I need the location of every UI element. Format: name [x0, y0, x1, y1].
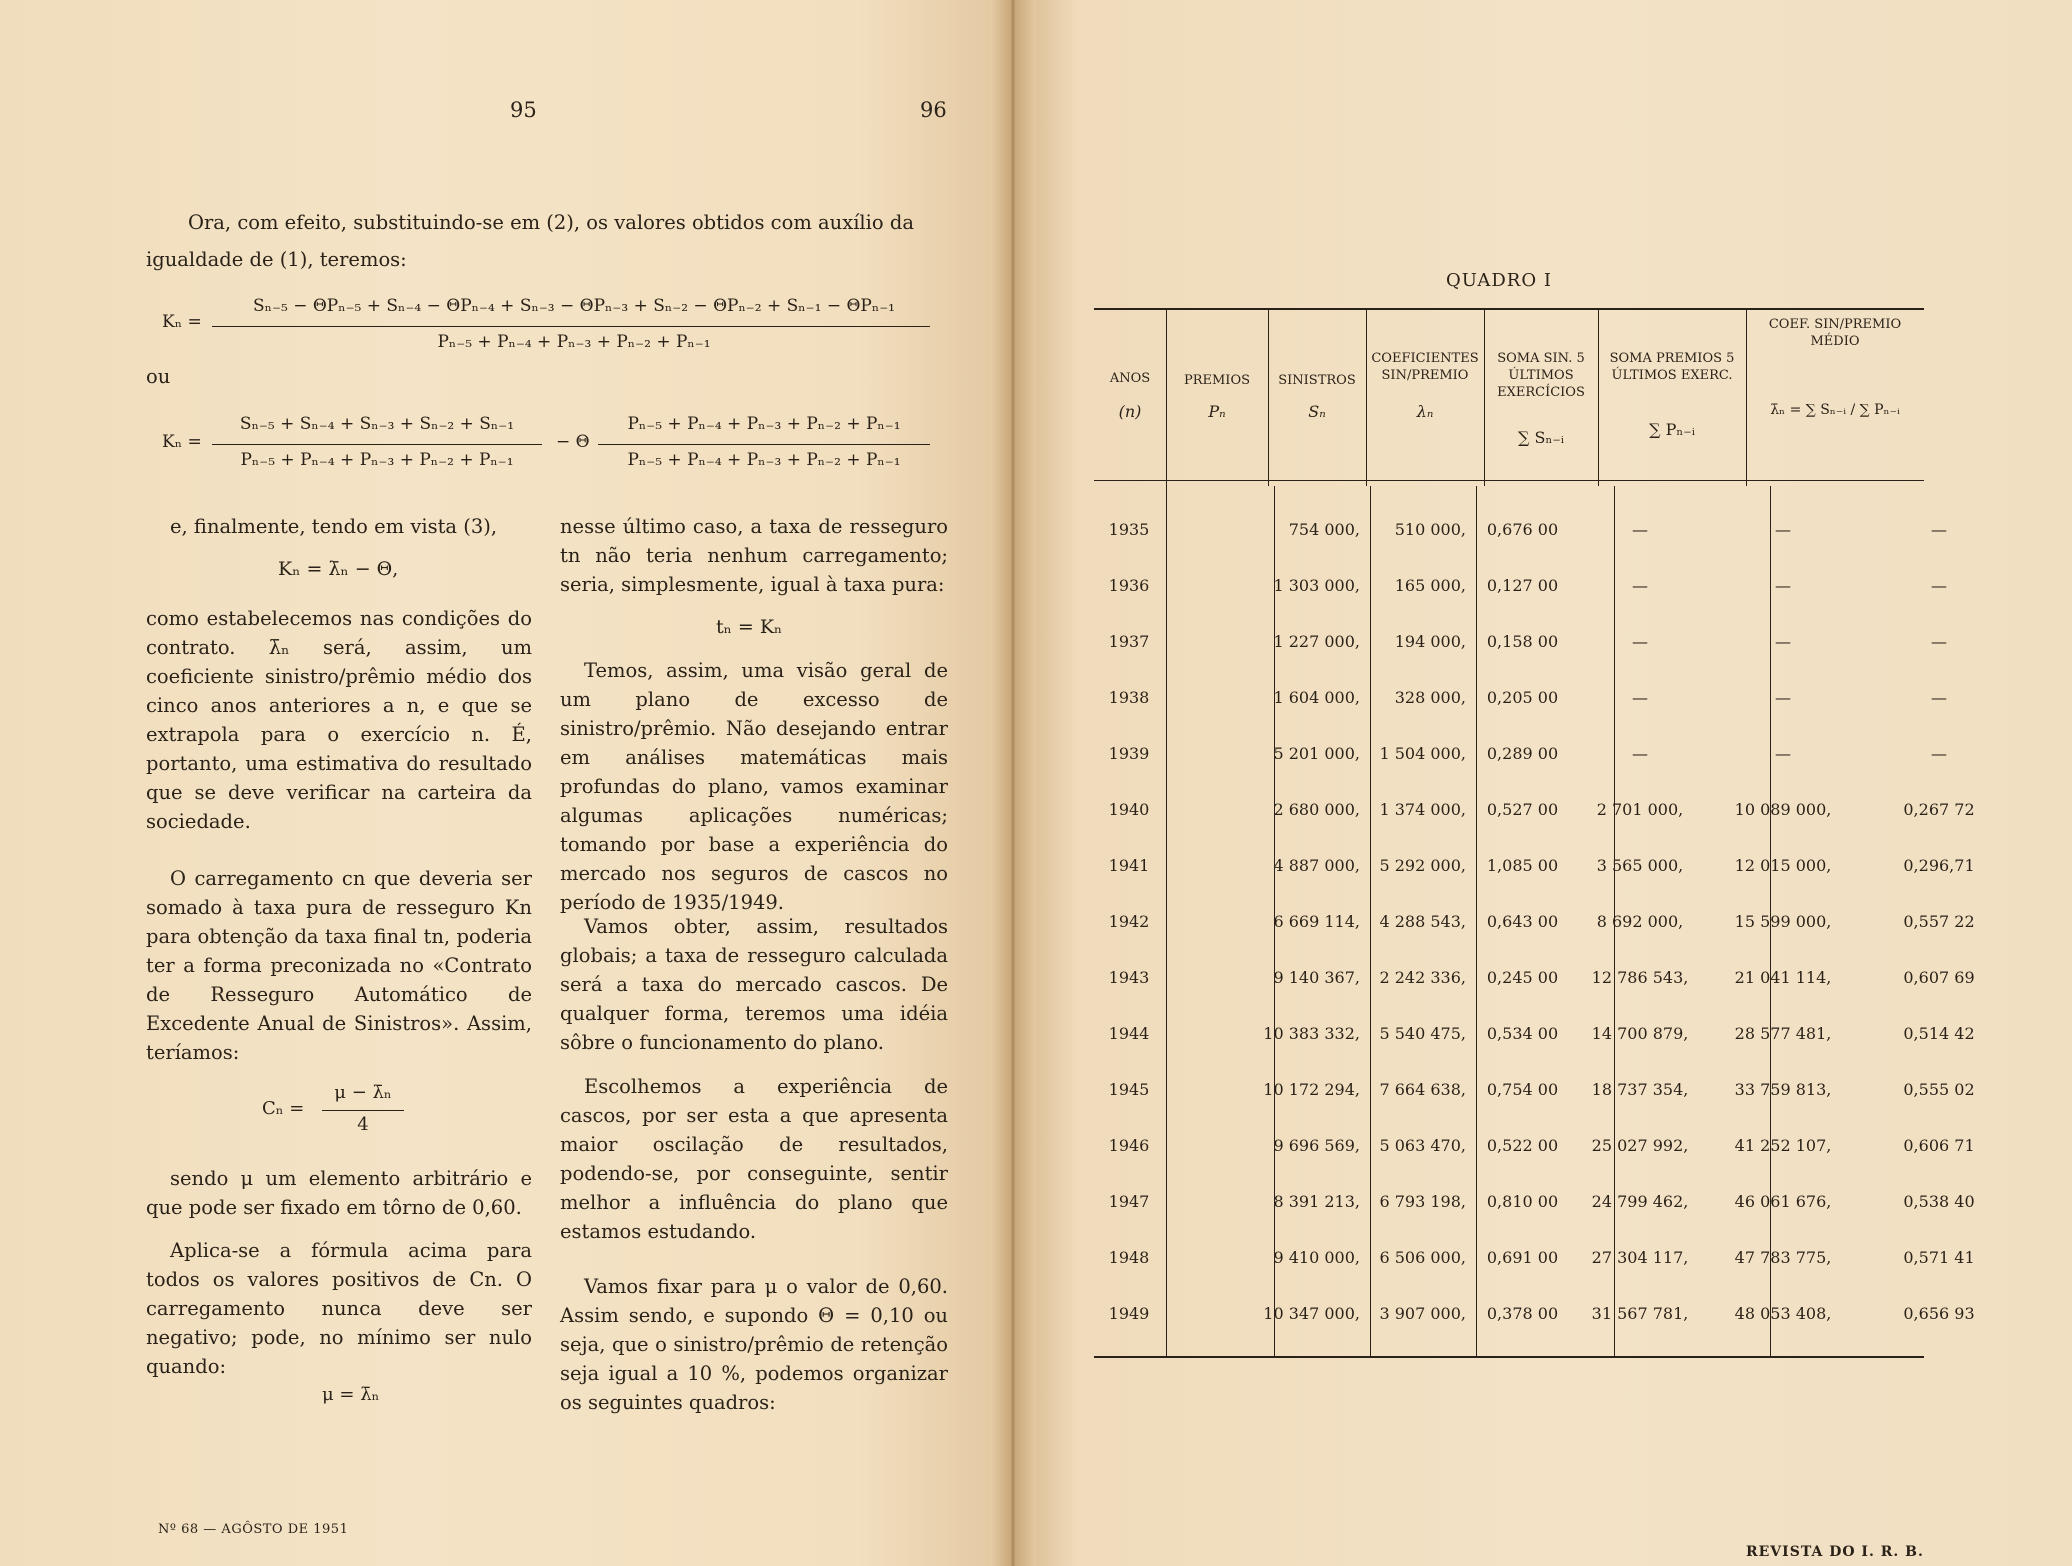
cell-coef: 0,643 00: [1486, 912, 1559, 931]
cell-lam: 0,538 40: [1903, 1192, 1975, 1211]
cell-sin: 3 907 000,: [1379, 1304, 1466, 1323]
formula2-denominator-b: Pₙ₋₅ + Pₙ₋₄ + Pₙ₋₃ + Pₙ₋₂ + Pₙ₋₁: [627, 450, 901, 470]
cell-psum: 21 041 114,: [1734, 968, 1832, 987]
cell-sin: 5 292 000,: [1379, 856, 1466, 875]
cell-lam: —: [1931, 632, 1947, 651]
header-sinistros-symbol: Sₙ: [1308, 402, 1326, 421]
table-row: [1094, 782, 1975, 838]
cell-premio: 1 303 000,: [1273, 576, 1360, 595]
cell-sin: 1 374 000,: [1379, 800, 1466, 819]
col2-formula-tn: tₙ = Kₙ: [716, 616, 783, 638]
cell-premio: 6 669 114,: [1273, 912, 1360, 931]
table-row: [1094, 670, 1947, 726]
cell-lam: 0,267 72: [1903, 800, 1975, 819]
table-row: [1094, 1006, 1975, 1062]
formula2-lhs: Kₙ =: [162, 432, 202, 452]
cell-lam: —: [1931, 744, 1947, 763]
cell-coef: 0,289 00: [1486, 744, 1559, 763]
col2-paragraph-1: nesse último caso, a taxa de resseguro tn não teria nenhum carregamento; seria, simplesmente, igual à taxa pura:: [560, 515, 948, 596]
cell-coef: 0,205 00: [1486, 688, 1559, 707]
header-anos-symbol: (n): [1118, 402, 1142, 421]
col1-paragraph-1a: e, finalmente, tendo em vista (3),: [170, 515, 498, 538]
cell-ssum: 18 737 354,: [1591, 1080, 1689, 1099]
cell-premio: 1 604 000,: [1273, 688, 1360, 707]
cell-year: 1942: [1108, 912, 1150, 931]
cell-sin: 5 540 475,: [1379, 1024, 1466, 1043]
cell-psum: 15 599 000,: [1734, 912, 1832, 931]
cell-ssum: 2 701 000,: [1596, 800, 1684, 819]
cell-psum: —: [1775, 744, 1791, 763]
cell-sin: 5 063 470,: [1379, 1136, 1466, 1155]
table-title: QUADRO I: [1446, 270, 1552, 291]
cell-premio: 9 140 367,: [1273, 968, 1360, 987]
cell-year: 1936: [1108, 576, 1150, 595]
cell-year: 1947: [1108, 1192, 1150, 1211]
cell-premio: 5 201 000,: [1273, 744, 1360, 763]
quadro-table: [1094, 302, 1975, 1358]
header-divider-3: [1366, 308, 1367, 486]
formula2-fraction-bar-b: [598, 444, 930, 445]
cell-sin: 6 506 000,: [1379, 1248, 1466, 1267]
book-spine: [990, 0, 1036, 1566]
cell-sin: 328 000,: [1394, 688, 1466, 707]
cell-coef: 0,378 00: [1486, 1304, 1559, 1323]
ou-text: ou: [146, 365, 171, 388]
table-header-rule: [1094, 480, 1924, 481]
header-coeficientes: COEFICIENTES SIN/PREMIO: [1371, 351, 1479, 383]
cell-lam: 0,557 22: [1903, 912, 1975, 931]
cell-lam: —: [1931, 576, 1947, 595]
table-row: [1094, 502, 1947, 558]
cell-ssum: 3 565 000,: [1596, 856, 1684, 875]
intro-line-1: Ora, com efeito, substituindo-se em (2), os valores obtidos com auxílio da: [188, 211, 914, 234]
col2-paragraph-2: Temos, assim, uma visão geral de um plano de excesso de sinistro/prêmio. Não desejando entrar em análises matemáticas mais profundas do plano, vamos examinar algumas aplicações numéricas; tomando por base a experiência do mercado nos seguros de cascos no período de 1935/1949.: [560, 659, 948, 914]
cell-lam: —: [1931, 688, 1947, 707]
cell-ssum: —: [1632, 688, 1648, 707]
header-divider-1: [1166, 308, 1167, 486]
cell-psum: 28 577 481,: [1734, 1024, 1832, 1043]
col1-formula-mu: μ = λ̄ₙ: [322, 1384, 380, 1405]
cell-year: 1943: [1108, 968, 1150, 987]
col1-formula-cn-denominator: 4: [357, 1114, 369, 1135]
table-top-rule: [1094, 308, 1924, 310]
cell-coef: 0,527 00: [1486, 800, 1559, 819]
cell-premio: 1 227 000,: [1273, 632, 1360, 651]
formula1-denominator: Pₙ₋₅ + Pₙ₋₄ + Pₙ₋₃ + Pₙ₋₂ + Pₙ₋₁: [437, 332, 711, 352]
cell-coef: 1,085 00: [1486, 856, 1559, 875]
page-number-95: 95: [510, 98, 537, 122]
cell-ssum: —: [1632, 632, 1648, 651]
cell-premio: 10 172 294,: [1263, 1080, 1360, 1099]
cell-year: 1949: [1108, 1304, 1150, 1323]
cell-coef: 0,691 00: [1486, 1248, 1559, 1267]
col2-paragraph-3: Vamos obter, assim, resultados globais; a taxa de resseguro calculada será a taxa do mercado cascos. De qualquer forma, teremos uma idéia sôbre o funcionamento do plano.: [560, 915, 948, 1054]
formula1-numerator: Sₙ₋₅ − ΘPₙ₋₅ + Sₙ₋₄ − ΘPₙ₋₄ + Sₙ₋₃ − ΘPₙ₋₃ + Sₙ₋₂ − ΘPₙ₋₂ + Sₙ₋₁ − ΘPₙ₋₁: [253, 296, 895, 316]
cell-coef: 0,754 00: [1486, 1080, 1559, 1099]
table-row: [1094, 1286, 1975, 1342]
cell-premio: 9 410 000,: [1273, 1248, 1360, 1267]
cell-sin: 194 000,: [1394, 632, 1466, 651]
cell-premio: 8 391 213,: [1273, 1192, 1360, 1211]
cell-year: 1944: [1108, 1024, 1150, 1043]
cell-psum: 48 053 408,: [1734, 1304, 1832, 1323]
cell-coef: 0,522 00: [1486, 1136, 1559, 1155]
cell-year: 1937: [1108, 632, 1150, 651]
cell-lam: —: [1931, 520, 1947, 539]
cell-lam: 0,571 41: [1903, 1248, 1975, 1267]
col1-formula-kn: Kₙ = λ̄ₙ − Θ,: [278, 558, 399, 580]
cell-year: 1935: [1108, 520, 1150, 539]
table-bottom-rule: [1094, 1356, 1924, 1358]
cell-coef: 0,245 00: [1486, 968, 1559, 987]
header-coef-medio-formula: λ̄ₙ = ∑ Sₙ₋ᵢ / ∑ Pₙ₋ᵢ: [1770, 402, 1900, 418]
cell-psum: 46 061 676,: [1734, 1192, 1832, 1211]
cell-year: 1946: [1108, 1136, 1150, 1155]
cell-year: 1940: [1108, 800, 1150, 819]
cell-year: 1948: [1108, 1248, 1150, 1267]
cell-ssum: —: [1632, 744, 1648, 763]
cell-psum: 10 089 000,: [1734, 800, 1832, 819]
cell-premio: 4 887 000,: [1273, 856, 1360, 875]
table-row: [1094, 1174, 1975, 1230]
cell-premio: 9 696 569,: [1273, 1136, 1360, 1155]
table-row: [1094, 726, 1947, 782]
cell-psum: —: [1775, 632, 1791, 651]
col1-paragraph-4: Aplica-se a fórmula acima para todos os valores positivos de Cn. O carregamento nunca deve ser negativo; pode, no mínimo ser nulo quando:: [146, 1239, 532, 1378]
header-anos: ANOS: [1109, 371, 1151, 386]
cell-premio: 10 383 332,: [1263, 1024, 1360, 1043]
cell-psum: —: [1775, 520, 1791, 539]
cell-sin: 165 000,: [1394, 576, 1466, 595]
formula2-numerator-a: Sₙ₋₅ + Sₙ₋₄ + Sₙ₋₃ + Sₙ₋₂ + Sₙ₋₁: [239, 414, 515, 434]
cell-ssum: 14 700 879,: [1591, 1024, 1689, 1043]
cell-coef: 0,127 00: [1486, 576, 1559, 595]
formula1-lhs: Kₙ =: [162, 312, 202, 332]
table-row: [1094, 1062, 1975, 1118]
cell-ssum: 25 027 992,: [1591, 1136, 1689, 1155]
col2-paragraph-4: Escolhemos a experiência de cascos, por ser esta a que apresenta maior oscilação de resultados, podendo-se, por conseguinte, sentir melhor a influência do plano que estamos estudando.: [560, 1075, 948, 1243]
cell-lam: 0,296,71: [1903, 856, 1975, 875]
col1-paragraph-2: O carregamento cn que deveria ser somado à taxa pura de resseguro Kn para obtenção da taxa final tn, poderia ter a forma preconizada no «Contrato de Resseguro Automático de Excedente Anual de Sinistros». Assim, teríamos:: [146, 867, 532, 1064]
cell-year: 1941: [1108, 856, 1150, 875]
header-divider-2: [1268, 308, 1269, 486]
footer-issue: Nº 68 — AGÔSTO DE 1951: [158, 1522, 349, 1537]
formula2-numerator-b: Pₙ₋₅ + Pₙ₋₄ + Pₙ₋₃ + Pₙ₋₂ + Pₙ₋₁: [627, 414, 901, 434]
table-row: [1094, 614, 1947, 670]
cell-psum: 12 015 000,: [1734, 856, 1832, 875]
header-coeficientes-symbol: λₙ: [1416, 402, 1434, 421]
header-divider-5: [1598, 308, 1599, 486]
cell-coef: 0,158 00: [1486, 632, 1559, 651]
cell-year: 1938: [1108, 688, 1150, 707]
cell-premio: 2 680 000,: [1273, 800, 1360, 819]
header-soma-sinistros: SOMA SIN. 5 ÚLTIMOS EXERCÍCIOS: [1497, 351, 1585, 400]
cell-psum: 47 783 775,: [1734, 1248, 1832, 1267]
cell-sin: 510 000,: [1394, 520, 1466, 539]
cell-lam: 0,607 69: [1903, 968, 1975, 987]
cell-sin: 7 664 638,: [1379, 1080, 1466, 1099]
cell-premio: 10 347 000,: [1263, 1304, 1360, 1323]
header-premios: PREMIOS: [1183, 373, 1251, 388]
header-sinistros: SINISTROS: [1278, 373, 1356, 388]
cell-ssum: 31 567 781,: [1591, 1304, 1689, 1323]
cell-coef: 0,810 00: [1486, 1192, 1559, 1211]
cell-ssum: 27 304 117,: [1591, 1248, 1689, 1267]
header-soma-sinistros-symbol: ∑ Sₙ₋ᵢ: [1517, 428, 1565, 447]
cell-sin: 6 793 198,: [1379, 1192, 1466, 1211]
col1-formula-cn-lhs: Cₙ =: [262, 1098, 305, 1119]
cell-premio: 754 000,: [1288, 520, 1360, 539]
intro-line-2: igualdade de (1), teremos:: [146, 248, 407, 271]
formula1-fraction-bar: [212, 326, 930, 327]
cell-ssum: —: [1632, 576, 1648, 595]
cell-psum: 41 252 107,: [1734, 1136, 1832, 1155]
cell-lam: 0,656 93: [1903, 1304, 1975, 1323]
formula2-minus-theta: − Θ: [556, 432, 590, 452]
cell-lam: 0,555 02: [1903, 1080, 1975, 1099]
cell-psum: —: [1775, 688, 1791, 707]
page-number-96: 96: [920, 98, 947, 122]
cell-coef: 0,676 00: [1486, 520, 1559, 539]
col1-paragraph-3: sendo μ um elemento arbitrário e que pode ser fixado em tôrno de 0,60.: [146, 1167, 532, 1219]
table-row: [1094, 1118, 1975, 1174]
cell-sin: 2 242 336,: [1379, 968, 1466, 987]
formula2-fraction-bar-a: [212, 444, 542, 445]
table-row: [1094, 558, 1947, 614]
table-row: [1094, 1230, 1975, 1286]
table-row: [1094, 838, 1975, 894]
header-soma-premios: SOMA PREMIOS 5 ÚLTIMOS EXERC.: [1609, 351, 1735, 383]
cell-sin: 4 288 543,: [1379, 912, 1466, 931]
col1-paragraph-1b: como estabelecemos nas condições do contrato. λ̄ₙ será, assim, um coeficiente sinistro/prêmio médio dos cinco anos anteriores a n, e que se extrapola para o exercício n. É, portanto, uma estimativa do resultado que se deve verificar na carteira da sociedade.: [146, 607, 532, 833]
col2-paragraph-5: Vamos fixar para μ o valor de 0,60. Assim sendo, e supondo Θ = 0,10 ou seja, que o sinistro/prêmio de retenção seja igual a 10 %, podemos organizar os seguintes quadros:: [560, 1275, 948, 1414]
cell-year: 1945: [1108, 1080, 1150, 1099]
cell-sin: 1 504 000,: [1379, 744, 1466, 763]
cell-ssum: —: [1632, 520, 1648, 539]
cell-lam: 0,514 42: [1903, 1024, 1975, 1043]
header-premios-symbol: Pₙ: [1208, 402, 1226, 421]
table-row: [1094, 894, 1975, 950]
cell-psum: 33 759 813,: [1734, 1080, 1832, 1099]
cell-ssum: 24 799 462,: [1591, 1192, 1689, 1211]
cell-lam: 0,606 71: [1903, 1136, 1975, 1155]
footer-journal: REVISTA DO I. R. B.: [1746, 1544, 1924, 1560]
cell-ssum: 12 786 543,: [1591, 968, 1689, 987]
header-soma-premios-symbol: ∑ Pₙ₋ᵢ: [1649, 420, 1695, 439]
formula2-denominator-a: Pₙ₋₅ + Pₙ₋₄ + Pₙ₋₃ + Pₙ₋₂ + Pₙ₋₁: [240, 450, 514, 470]
header-coef-medio: COEF. SIN/PREMIO MÉDIO: [1768, 317, 1902, 349]
cell-year: 1939: [1108, 744, 1150, 763]
col1-formula-cn-bar: [322, 1110, 404, 1111]
col1-formula-cn-numerator: μ − λ̄ₙ: [334, 1082, 392, 1103]
cell-coef: 0,534 00: [1486, 1024, 1559, 1043]
table-row: [1094, 950, 1975, 1006]
cell-ssum: 8 692 000,: [1596, 912, 1684, 931]
cell-psum: —: [1775, 576, 1791, 595]
